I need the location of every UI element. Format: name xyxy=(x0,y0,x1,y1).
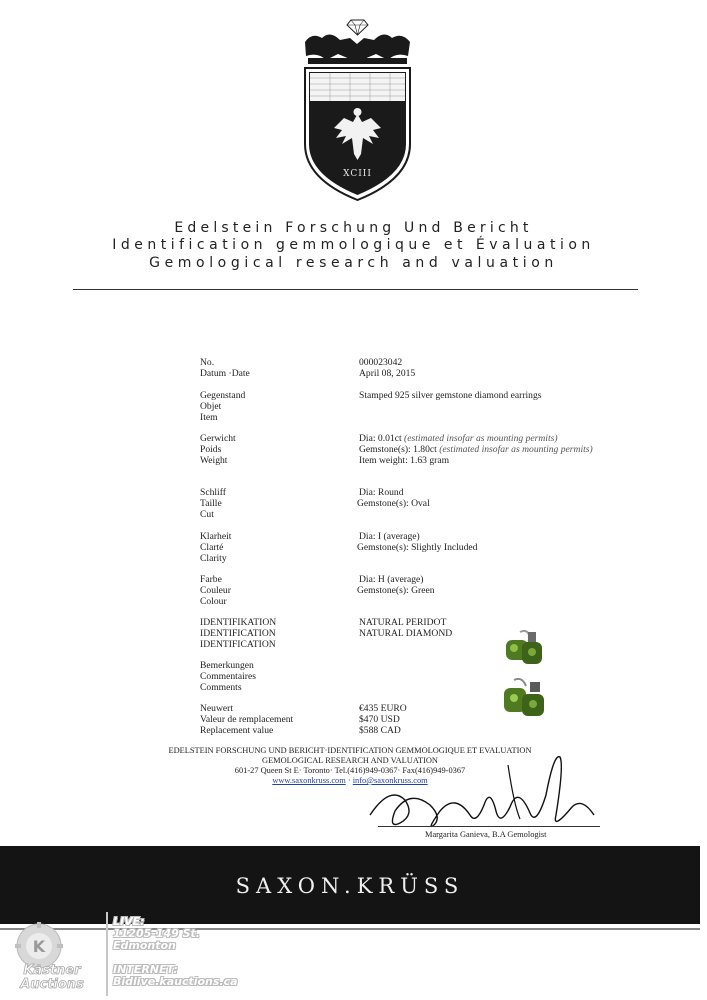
no-value: 000023042 xyxy=(359,357,403,368)
date-value: April 08, 2015 xyxy=(359,368,416,379)
cut-label-en: Cut xyxy=(200,509,214,520)
footer-line-2: GEMOLOGICAL RESEARCH AND VALUATION xyxy=(262,756,438,765)
item-label-fr: Objet xyxy=(200,401,222,412)
weight-dia: Dia: 0.01ct (estimated insofar as mounting permits) xyxy=(359,433,558,444)
weight-item: Item weight: 1.63 gram xyxy=(359,455,450,466)
cut-label-fr: Taille xyxy=(200,498,222,509)
colour-label-fr: Couleur xyxy=(200,585,231,596)
watermark-live-label: LIVE: xyxy=(113,915,145,928)
bottom-rule xyxy=(0,928,700,930)
footer-links: www.saxonkruss.com · info@saxonkruss.com xyxy=(272,776,428,785)
value-label-fr: Valeur de remplacement xyxy=(200,714,294,725)
title-german: Edelstein Forschung Und Bericht xyxy=(174,220,533,236)
signer-name: Margarita Ganieva, B.A Gemologist xyxy=(425,830,547,839)
colour-gem: Gemstone(s): Green xyxy=(357,585,435,596)
colour-dia: Dia: H (average) xyxy=(359,574,424,585)
remarks-label-en: Comments xyxy=(200,682,242,693)
cut-gem: Gemstone(s): Oval xyxy=(357,498,430,509)
email-link[interactable]: info@saxonkruss.com xyxy=(352,776,428,785)
clarity-gem: Gemstone(s): Slightly Included xyxy=(357,542,478,553)
watermark-internet-url[interactable]: Bidlive.kauctions.ca xyxy=(113,975,238,988)
kastner-auctions-logo xyxy=(4,922,104,992)
weight-label-de: Gerwicht xyxy=(200,433,236,444)
weight-label-fr: Poids xyxy=(200,444,222,455)
date-label: Datum ·Date xyxy=(200,368,250,379)
watermark-address-2: Edmonton xyxy=(113,939,176,952)
weight-gem: Gemstone(s): 1.80ct (estimated insofar as mounting permits) xyxy=(359,444,593,455)
value-label-de: Neuwert xyxy=(200,703,234,714)
watermark-internet-label: INTERNET: xyxy=(113,963,178,976)
clarity-label-fr: Clarté xyxy=(200,542,224,553)
svg-text:Auctions: Auctions xyxy=(20,977,84,992)
signature-line xyxy=(378,826,600,827)
footer-line-1: EDELSTEIN FORSCHUNG UND BERICHT·IDENTIFICATION GEMMOLOGIQUE ET EVALUATION xyxy=(168,746,532,755)
clarity-label-de: Klarheit xyxy=(200,531,232,542)
watermark-divider xyxy=(106,912,108,996)
ident-label-fr: IDENTIFICATION xyxy=(200,628,276,639)
crest-logo xyxy=(300,14,415,204)
brand-name: SAXON.KRÜSS xyxy=(235,874,465,898)
ident-value-peridot: NATURAL PERIDOT xyxy=(359,617,447,628)
remarks-label-fr: Commentaires xyxy=(200,671,256,682)
watermark-address-1: 11205-149 St. xyxy=(113,927,200,940)
value-usd: $470 USD xyxy=(359,714,400,725)
footer-address: 601-27 Queen St E· Toronto· Tel.(416)949-0367· Fax(416)949-0367 xyxy=(234,766,466,775)
item-value: Stamped 925 silver gemstone diamond earrings xyxy=(359,390,542,401)
earring-photo-top xyxy=(506,631,542,664)
cut-dia: Dia: Round xyxy=(359,487,404,498)
clarity-label-en: Clarity xyxy=(200,553,227,564)
value-euro: €435 EURO xyxy=(359,703,407,714)
remarks-label-de: Bemerkungen xyxy=(200,660,254,671)
cut-label-de: Schliff xyxy=(200,487,226,498)
title-english: Gemological research and valuation xyxy=(149,255,558,271)
colour-label-en: Colour xyxy=(200,596,227,607)
clarity-dia: Dia: I (average) xyxy=(359,531,420,542)
colour-label-de: Farbe xyxy=(200,574,222,585)
header-rule xyxy=(73,289,638,290)
svg-text:K: K xyxy=(32,937,46,956)
value-cad: $588 CAD xyxy=(359,725,401,736)
svg-text:XCIII: XCIII xyxy=(343,169,372,179)
item-label-en: Item xyxy=(200,412,218,423)
weight-label-en: Weight xyxy=(200,455,228,466)
website-link[interactable]: www.saxonkruss.com xyxy=(272,776,346,785)
title-french: Identification gemmologique et Évaluation xyxy=(112,237,595,253)
value-label-en: Replacement value xyxy=(200,725,274,736)
ident-label-de: IDENTIFIKATION xyxy=(200,617,277,628)
ident-value-diamond: NATURAL DIAMOND xyxy=(359,628,453,639)
ident-label-en: IDENTIFICATION xyxy=(200,639,276,650)
earring-photos xyxy=(500,628,548,723)
item-label-de: Gegenstand xyxy=(200,390,246,401)
earring-photo-bottom xyxy=(504,679,544,716)
no-label: No. xyxy=(200,357,215,368)
svg-text:Kastner: Kastner xyxy=(23,963,81,978)
